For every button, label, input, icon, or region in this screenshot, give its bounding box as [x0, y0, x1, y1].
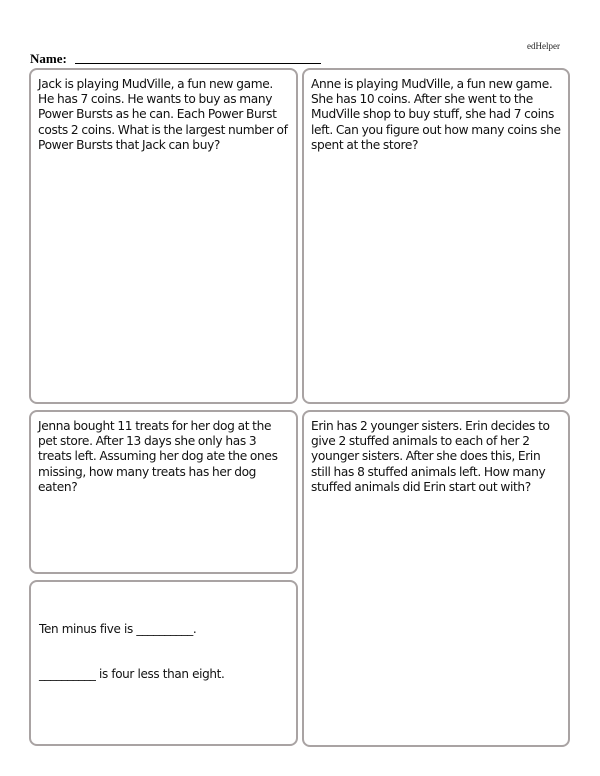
problem-box-1[interactable]: [29, 68, 298, 404]
problem-text: Erin has 2 younger sisters. Erin decides to give 2 stuffed animals to each of her 2 younger sisters. After she does this, Erin still has 8 stuffed animals left. How many stuffed animals did Erin start out with?: [311, 419, 550, 494]
problem-text: Jack is playing MudVille, a fun new game. He has 7 coins. He wants to buy as many Power Bursts as he can. Each Power Burst costs 2 coins. What is the largest number of Power Bursts that Jack can buy?: [38, 77, 288, 152]
brand-label: edHelper: [527, 41, 560, 51]
problem-text: Anne is playing MudVille, a fun new game. She has 10 coins. After she went to the MudVille shop to buy stuff, she had 7 coins left. Can you figure out how many coins she spent at the store?: [311, 77, 561, 152]
name-label: Name:: [30, 51, 67, 66]
problem-text: Jenna bought 11 treats for her dog at the pet store. After 13 days she only has 3 treats left. Assuming her dog ate the ones missing, how many treats has her dog eaten?: [38, 419, 278, 494]
problem-box-2[interactable]: [302, 68, 570, 404]
problem-box-4[interactable]: [302, 410, 570, 747]
name-answer-line[interactable]: [75, 63, 321, 64]
fill-in-sentence-1: Ten minus five is __________.: [39, 622, 197, 636]
problem-box-3[interactable]: [29, 410, 298, 574]
fill-in-sentence-2: __________ is four less than eight.: [39, 667, 225, 681]
fill-in-box[interactable]: [29, 580, 298, 746]
